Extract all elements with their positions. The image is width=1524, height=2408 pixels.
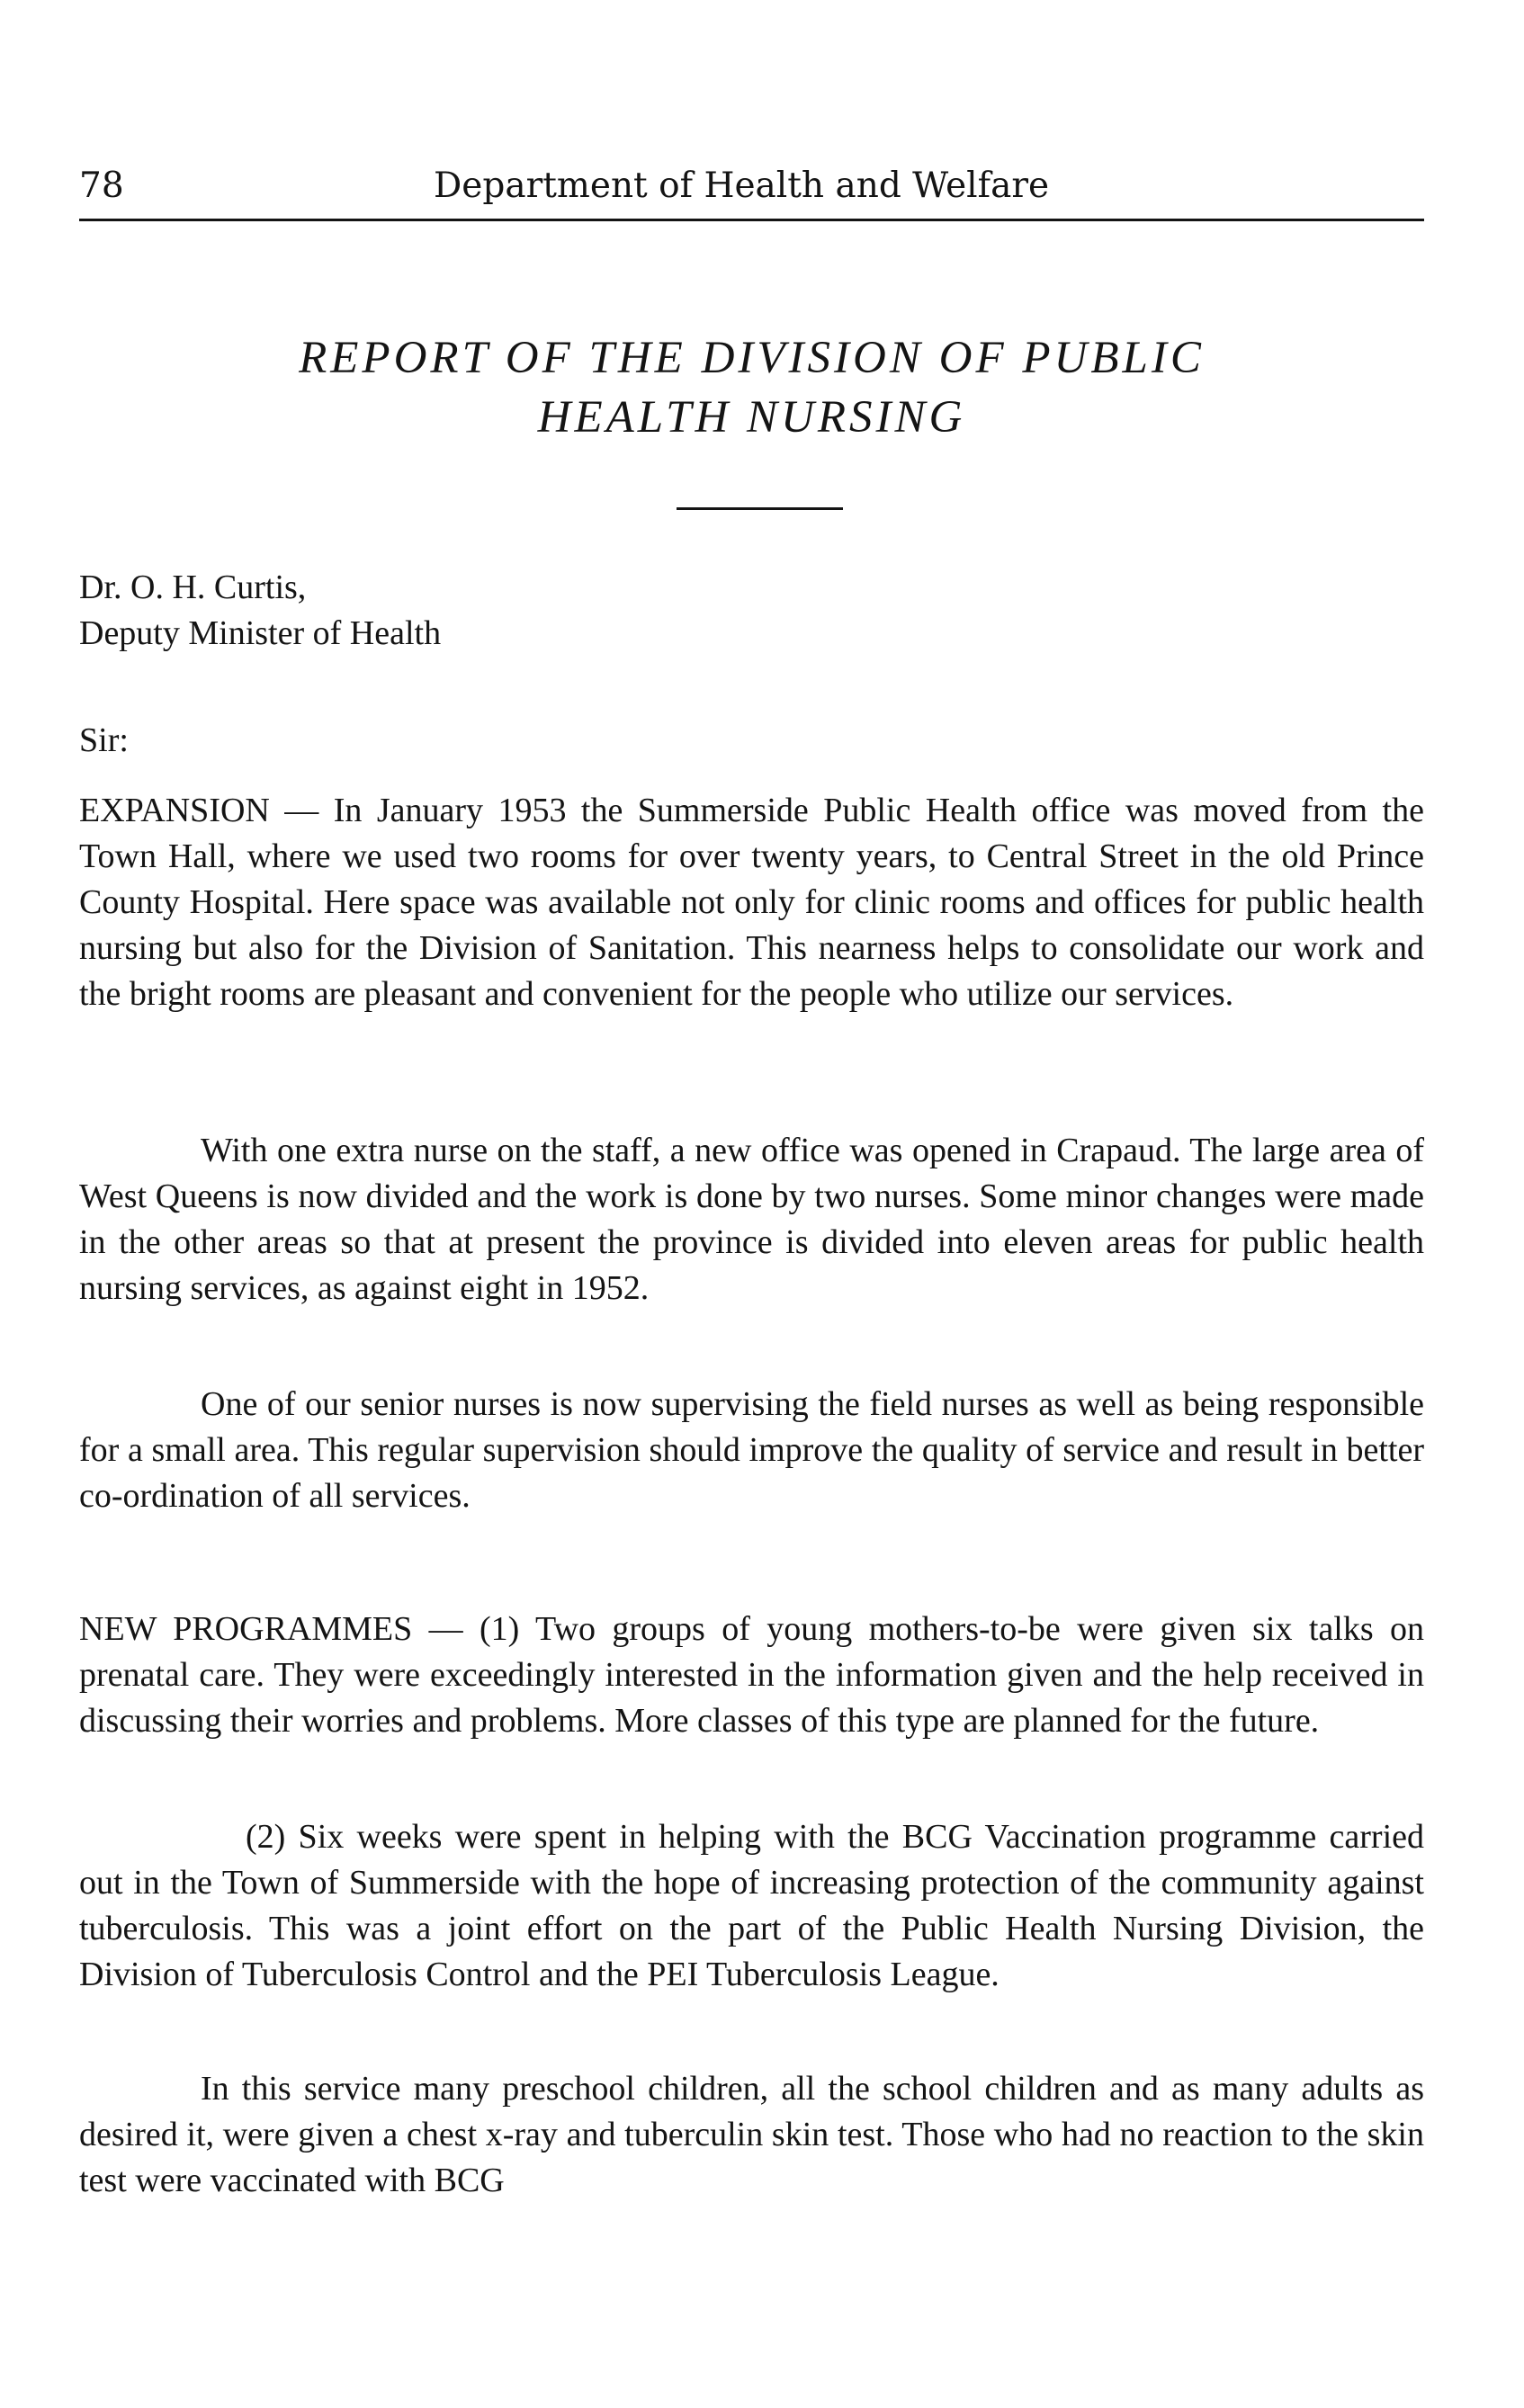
header-title: Department of Health and Welfare (434, 166, 1050, 206)
addressee-name: Dr. O. H. Curtis, (79, 568, 307, 606)
paragraph-expansion: EXPANSION — In January 1953 the Summerside Public Health office was moved from the Town Hall, where we used two rooms for over twenty years, to Central Street in the old Prince County Hospital. Here space was available not only for clinic rooms and offices for public health nursing but also for the Division of Sanitation. This nearness helps to consolidate our work and the bright rooms are pleasant and convenient for the people who utilize our services. (79, 792, 1424, 1013)
report-title-line-2: HEALTH NURSING (537, 392, 966, 443)
paragraph-new-programmes: NEW PROGRAMMES — (1) Two groups of young mothers-to-be were given six talks on prenatal care. They were exceedingly interested in the information given and the help received in discussing their worries and problems. More classes of this type are planned for the future. (79, 1610, 1424, 1740)
addressee-position: Deputy Minister of Health (79, 614, 442, 652)
paragraph-service-details: In this service many preschool children, all the school children and as many adults as desired it, were given a chest x-ray and tuberculin skin test. Those who had no reaction to the skin test were vaccinated with BCG (79, 2070, 1424, 2199)
report-title (79, 328, 1424, 447)
running-header (79, 164, 1424, 209)
page-number: 78 (79, 166, 124, 206)
salutation: Sir: (79, 721, 129, 759)
paragraph-supervision: One of our senior nurses is now supervising the field nurses as well as being responsible for a small area. This regular supervision should improve the quality of service and result in better co-ordination of all services. (79, 1385, 1424, 1515)
report-title-line-1: REPORT OF THE DIVISION OF PUBLIC (299, 333, 1205, 383)
title-rule (677, 507, 843, 510)
addressee-block (79, 565, 441, 657)
header-rule (79, 219, 1424, 221)
paragraph-new-office: With one extra nurse on the staff, a new office was opened in Crapaud. The large area of West Queens is now divided and the work is done by two nurses. Some minor changes were made in the other areas so that at present the province is divided into eleven areas for public health nursing services, as against eight in 1952. (79, 1132, 1424, 1307)
paragraph-bcg-vaccination: (2) Six weeks were spent in helping with the BCG Vaccination programme carried out in the Town of Summerside with the hope of increasing protection of the community against tuberculosis. This was a joint effort on the part of the Public Health Nursing Division, the Division of Tuberculosis Control and the PEI Tuberculosis League. (79, 1818, 1424, 1993)
